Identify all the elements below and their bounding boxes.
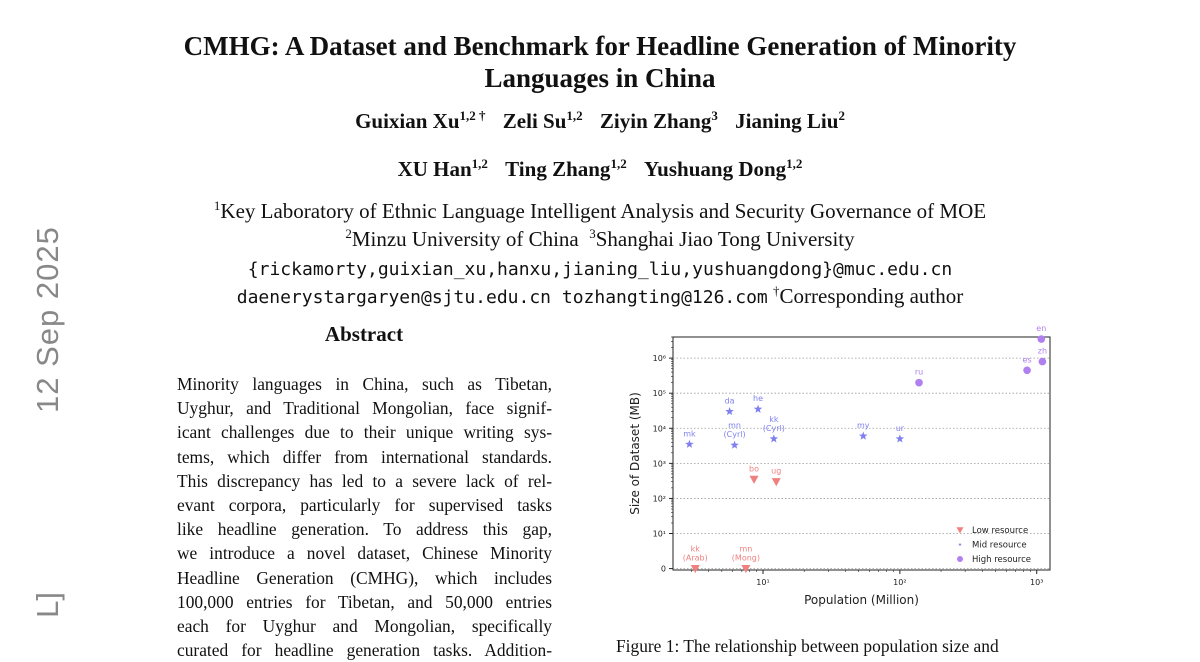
- point-label: mn: [739, 544, 753, 554]
- abstract-line: Minority languages in China, such as Tibetan,: [177, 374, 552, 394]
- author: Yushuang Dong$^{1,2}$: [643, 156, 803, 181]
- y-tick-label: 10⁶: [652, 354, 666, 364]
- y-tick-label: 0: [660, 564, 666, 574]
- y-tick-label: 10²: [652, 494, 666, 504]
- data-point: [1039, 358, 1047, 366]
- point-label: kk: [769, 414, 779, 424]
- arxiv-date-stamp: 12 Sep 2025: [30, 226, 65, 413]
- paper-title-line-1: CMHG: A Dataset and Benchmark for Headline Generation of Minority: [183, 31, 1017, 61]
- data-point: [1037, 335, 1045, 343]
- authors-row-1: [100, 108, 1100, 134]
- abstract-body: [177, 372, 552, 662]
- data-point: [915, 379, 923, 387]
- abstract-line: This discrepancy has led to a severe lack of rel-: [177, 470, 552, 491]
- point-label: (Arab): [682, 553, 708, 563]
- x-tick-label: 10²: [893, 578, 907, 587]
- author: Jianing Liu$^2$: [735, 108, 845, 133]
- abstract-line: evant corpora, particularly for supervised tasks: [177, 495, 552, 516]
- point-label: es: [1022, 355, 1032, 365]
- x-tick-label: 10³: [1030, 578, 1044, 587]
- abstract-line: Uyghur, and Traditional Mongolian, face signif-: [177, 398, 552, 419]
- email-line-1: {rickamorty,guixian_xu,hanxu,jianing_liu,yushuangdong}@muc.edu.cn: [247, 259, 953, 280]
- affiliation-1: $^1$Key Laboratory of Ethnic Language Intelligent Analysis and Security Governance of MOE: [213, 198, 987, 223]
- point-label: zh: [1037, 346, 1048, 356]
- x-axis-label: Population (Million): [804, 593, 919, 607]
- point-label: en: [1036, 325, 1047, 334]
- point-label: my: [856, 421, 870, 431]
- point-label: ru: [914, 367, 924, 377]
- point-label: ur: [895, 423, 905, 433]
- y-tick-label: 10⁴: [652, 424, 666, 434]
- point-label: (Mong): [731, 553, 760, 563]
- abstract-line: curated for headline generation tasks. Addition-: [177, 640, 552, 661]
- point-label: mk: [683, 429, 696, 439]
- affiliation-2: $^2$Minzu University of China $^3$Shanghai Jiao Tong University: [345, 226, 855, 251]
- arxiv-category-stamp: L]: [30, 592, 65, 618]
- abstract-line: tems, which differ from international standards.: [177, 446, 552, 467]
- abstract-line: like headline generation. To address this gap,: [177, 519, 552, 540]
- author: Ting Zhang$^{1,2}$: [505, 156, 627, 181]
- figure-caption: Figure 1: The relationship between population size and: [616, 636, 999, 656]
- point-label: da: [724, 396, 735, 406]
- y-tick-label: 10³: [652, 459, 666, 469]
- abstract-heading: Abstract: [324, 322, 404, 346]
- legend-label: High resource: [972, 555, 1032, 565]
- author: Ziyin Zhang$^3$: [599, 108, 718, 133]
- legend-marker: [957, 556, 963, 562]
- abstract-line: each for Uyghur and Mongolian, specifically: [177, 616, 552, 637]
- legend-label: Low resource: [972, 526, 1029, 536]
- point-label: mn: [728, 421, 742, 431]
- point-label: (Cyrl): [762, 423, 785, 433]
- abstract-line: Headline Generation (CMHG), which includes: [177, 567, 552, 588]
- paper-title: [100, 30, 1100, 94]
- abstract-line: icant challenges due to their unique writing sys-: [177, 422, 552, 443]
- point-label: kk: [690, 544, 700, 554]
- point-label: (Cyrl): [723, 430, 746, 440]
- point-label: he: [753, 394, 764, 404]
- legend-label: Mid resource: [972, 540, 1027, 551]
- author: XU Han$^{1,2}$: [397, 156, 488, 181]
- author: Guixian $Xu^{1,2 \dagger}$: [355, 108, 486, 133]
- population-dataset-chart: [620, 325, 1060, 615]
- y-tick-label: 10¹: [652, 529, 666, 539]
- email-line-2: daenerystargaryen@sjtu.edu.cn tozhangting@126.com †Corresponding author: [236, 283, 964, 308]
- data-point: [1023, 366, 1031, 374]
- x-tick-label: 10¹: [756, 578, 770, 587]
- y-tick-label: 10⁵: [652, 389, 666, 399]
- point-label: ug: [771, 466, 782, 476]
- point-label: bo: [749, 464, 760, 474]
- author: Zeli Su$^{1,2}$: [502, 108, 583, 133]
- abstract-line: 100,000 entries for Tibetan, and 50,000 entries: [177, 591, 552, 612]
- authors-row-2: [100, 156, 1100, 182]
- paper-title-line-2: Languages in China: [484, 63, 716, 93]
- abstract-line: we introduce a novel dataset, Chinese Minority: [177, 543, 552, 564]
- y-axis-label: Size of Dataset (MB): [628, 392, 642, 515]
